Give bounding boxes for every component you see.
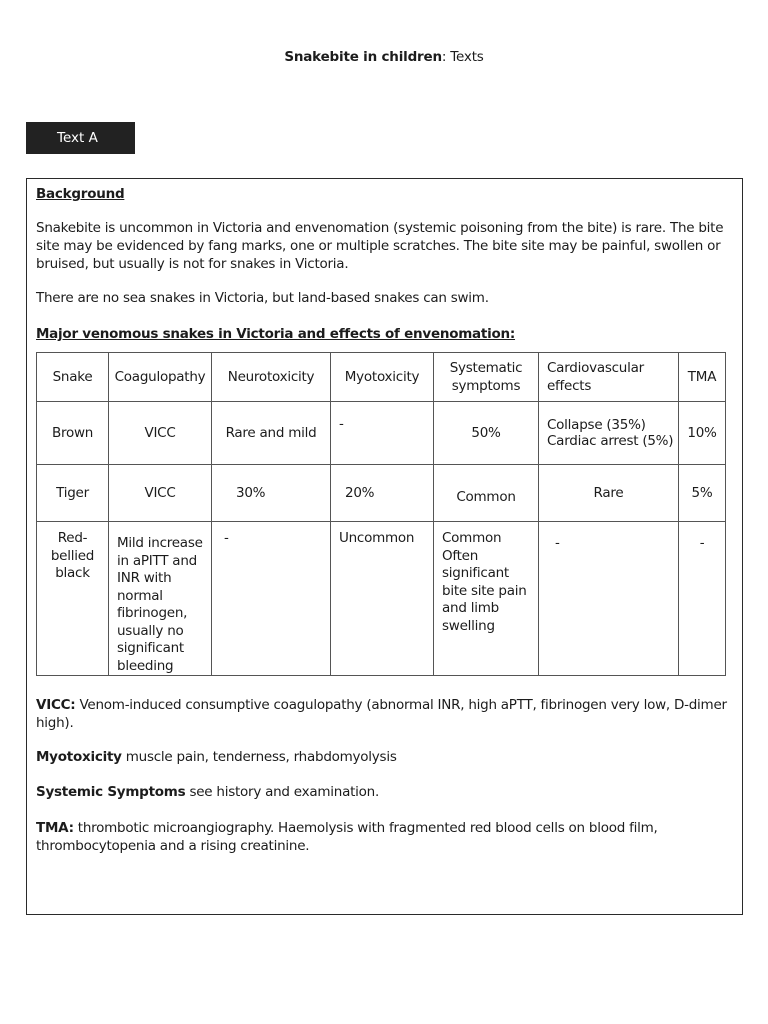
cell-neurotoxicity: Rare and mild <box>212 402 331 465</box>
background-paragraph: Snakebite is uncommon in Victoria and envenomation (systemic poisoning from the bite) is rare. The bite site may be evidenced by fang marks, one or multiple scratches. The bite site may be painful, swollen or bruised, but usually is not for snakes in Victoria. <box>36 220 724 272</box>
cell-systematic: Common <box>434 465 539 522</box>
cell-coagulopathy: VICC <box>109 402 212 465</box>
column-header: Cardiovascular effects <box>539 353 679 402</box>
cell-myotoxicity: Uncommon <box>331 522 434 676</box>
table-row <box>37 402 726 465</box>
definition-term: VICC: <box>36 697 76 713</box>
cell-coagulopathy: Mild increase in aPITT and INR with normal fibrinogen, usually no significant bleeding <box>109 522 212 676</box>
page-title <box>0 49 768 65</box>
definition-term: Systemic Symptoms <box>36 784 186 800</box>
cell-cardiovascular: Rare <box>539 465 679 522</box>
cardio-line: Collapse (35%) <box>547 417 646 433</box>
cell-cardiovascular: - <box>539 522 679 676</box>
table-row <box>37 522 726 676</box>
cell-systematic: 50% <box>434 402 539 465</box>
column-header: Coagulopathy <box>109 353 212 402</box>
cell-tma: 5% <box>679 465 726 522</box>
cell-myotoxicity: - <box>331 402 434 465</box>
definition-tma <box>36 819 736 855</box>
cell-coagulopathy: VICC <box>109 465 212 522</box>
definition-text: Venom-induced consumptive coagulopathy (abnormal INR, high aPTT, fibrinogen very low, D-dimer high). <box>36 697 727 731</box>
snake-effects-table <box>36 352 726 676</box>
column-header: TMA <box>679 353 726 402</box>
table-header-row <box>37 353 726 402</box>
sea-snakes-paragraph: There are no sea snakes in Victoria, but land-based snakes can swim. <box>36 290 489 306</box>
cell-neurotoxicity: - <box>212 522 331 676</box>
definition-vicc <box>36 696 736 732</box>
cell-tma: - <box>679 522 726 676</box>
cell-neurotoxicity: 30% <box>212 465 331 522</box>
definition-term: Myotoxicity <box>36 749 122 765</box>
cardio-line: Cardiac arrest (5%) <box>547 433 674 449</box>
table-row <box>37 465 726 522</box>
definition-term: TMA: <box>36 820 74 836</box>
definition-text: see history and examination. <box>185 784 380 800</box>
cell-systematic: Common Often significant bite site pain and limb swelling <box>434 522 539 676</box>
text-a-label: Text A <box>26 122 135 154</box>
page-title-main: Snakebite in children <box>284 49 442 65</box>
column-header: Snake <box>37 353 109 402</box>
cell-myotoxicity: 20% <box>331 465 434 522</box>
snake-name: Red-bellied black <box>37 522 109 676</box>
page-title-suffix: : Texts <box>441 49 484 65</box>
definition-text: muscle pain, tenderness, rhabdomyolysis <box>121 749 397 765</box>
column-header: Myotoxicity <box>331 353 434 402</box>
table-heading: Major venomous snakes in Victoria and effects of envenomation: <box>36 326 516 342</box>
definition-text: thrombotic microangiography. Haemolysis with fragmented red blood cells on blood film, thrombocytopenia and a rising creatinine. <box>36 820 658 854</box>
snake-name: Brown <box>37 402 109 465</box>
snake-name: Tiger <box>37 465 109 522</box>
background-heading: Background <box>36 186 125 202</box>
column-header: Systematic symptoms <box>434 353 539 402</box>
definition-systemic-symptoms <box>36 783 736 801</box>
cell-cardiovascular <box>539 402 679 465</box>
column-header: Neurotoxicity <box>212 353 331 402</box>
definition-myotoxicity <box>36 748 736 766</box>
cell-tma: 10% <box>679 402 726 465</box>
